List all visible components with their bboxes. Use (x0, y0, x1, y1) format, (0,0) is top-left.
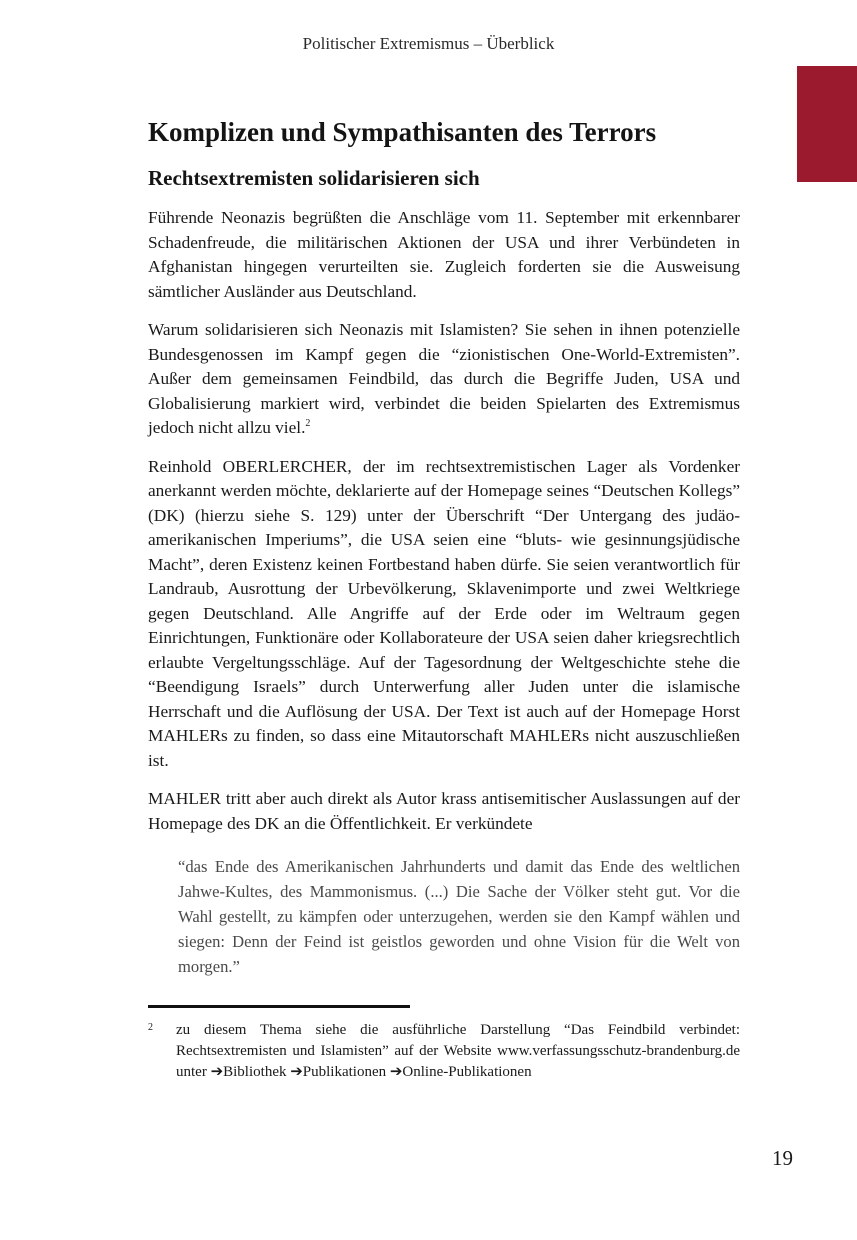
footnote-reference: 2 (305, 418, 311, 430)
main-content (148, 114, 740, 1083)
footnote-marker: 2 (148, 1022, 153, 1033)
footnote-text: zu diesem Thema siehe die ausführliche Darstellung “Das Feindbild verbindet: Rechtsextremisten und Islamisten” auf der Website www.verfassungsschutz-brandenburg.de unter ➔Bibliothek ➔Publikationen ➔Online-Publikationen (176, 1022, 740, 1080)
page-number: 19 (772, 1146, 793, 1170)
paragraph-3: Reinhold OBERLERCHER, der im rechtsextremistischen Lager als Vordenker anerkannt werden möchte, deklarierte auf der Homepage seines “Deutschen Kollegs” (DK) (hierzu siehe S. 129) unter der Überschrift “Der Untergang des judäo-amerikanischen Imperiums”, die USA seien eine “bluts- wie gesinnungsjüdische Macht”, deren Existenz keinen Fortbestand haben dürfe. Sie seien verantwortlich für Landraub, Ausrottung der Urbevölkerung, Sklavenimporte und zwei Weltkriege gegen Deutschland. Alle Angriffe auf der Erde oder im Weltraum gegen Einrichtungen, Funktionäre oder Kollaborateure der USA seien daher kriegsrechtlich erlaubte Vergeltungsschläge. Auf der Tagesordnung der Weltgeschichte stehe die “Beendigung Israels” durch Unterwerfung aller Juden unter die islamische Herrschaft und die Auflösung der USA. Der Text ist auch auf der Homepage Horst MAHLERs zu finden, so dass eine Mitautorschaft MAHLERs nicht auszuschließen ist. (148, 456, 740, 770)
paragraph-2-text: Warum solidarisieren sich Neonazis mit Islamisten? Sie sehen in ihnen potenzielle Bundesgenossen im Kampf gegen die “zionistischen One-World-Extremisten”. Außer dem gemeinsamen Feindbild, das durch die Begriffe Juden, USA und Globalisierung markiert wird, verbindet die beiden Spielarten des Extremismus jedoch nicht allzu viel. (148, 320, 740, 437)
block-quote: “das Ende des Amerikanischen Jahrhunderts und damit das Ende des weltlichen Jahwe-Kultes, des Mammonismus. (...) Die Sache der Völker steht gut. Vor die Wahl gestellt, zu kämpfen oder unterzugehen, werden sie den Kampf wählen und siegen: Denn der Feind ist geistlos geworden und ohne Vision für die Welt von morgen.” (178, 857, 740, 976)
chapter-title: Komplizen und Sympathisanten des Terrors (148, 117, 657, 147)
section-heading: Rechtsextremisten solidarisieren sich (148, 166, 480, 190)
chapter-thumb-tab (797, 66, 857, 182)
paragraph-4: MAHLER tritt aber auch direkt als Autor krass antisemitischer Auslassungen auf der Homepage des DK an die Öffentlichkeit. Er verkündete (148, 789, 740, 833)
footnote (148, 1020, 740, 1083)
paragraph-2 (148, 318, 740, 441)
paragraph-1: Führende Neonazis begrüßten die Anschläge vom 11. September mit erkennbarer Schadenfreude, die militärischen Aktionen der USA und ihrer Verbündeten in Afghanistan hingegen verurteilten sie. Zugleich forderten sie die Ausweisung sämtlicher Ausländer aus Deutschland. (148, 208, 740, 301)
footnote-divider (148, 1005, 410, 1008)
running-header: Politischer Extremismus – Überblick (302, 34, 555, 53)
